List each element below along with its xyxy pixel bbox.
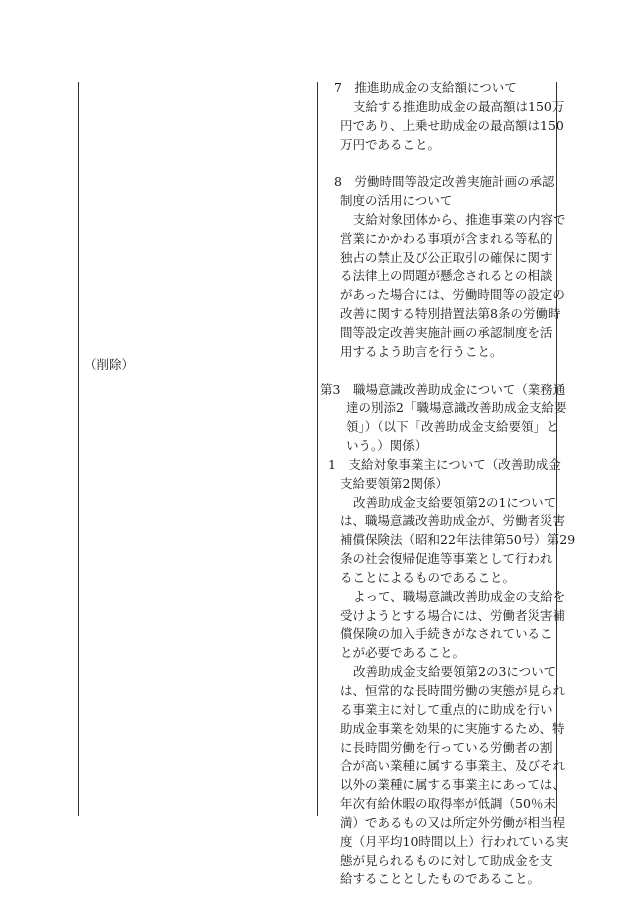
section3-line: 改善助成金支給要領第2の1について xyxy=(353,494,557,510)
section3-block xyxy=(320,381,576,890)
item8-line: 8 労働時間等設定改善実施計画の承認 xyxy=(334,174,555,190)
section3-line: 態が見られるものに対して助成金を支 xyxy=(340,852,553,868)
section3-line: ることによるものであること。 xyxy=(340,569,516,585)
section3-line: は、職場意識改善助成金が、労働者災害 xyxy=(340,513,566,529)
section3-line: 満）であるもの又は所定外労働が相当程 xyxy=(340,814,566,830)
section3-line: とが必要であること。 xyxy=(340,645,466,661)
section3-line: 1 支給対象事業主について（改善助成金 xyxy=(328,456,561,472)
section3-line: 助成金事業を効果的に実施するため、特 xyxy=(340,720,565,736)
section3-line: 合が高い業種に属する事業主、及びそれ xyxy=(340,758,566,774)
section3-line: 度（月平均10時間以上）行われている実 xyxy=(340,833,569,849)
section3-line: は、恒常的な長時間労働の実態が見られ xyxy=(340,683,566,698)
item8-line: 支給対象団体から、推進事業の内容で xyxy=(353,211,566,227)
block-gap xyxy=(320,362,552,381)
section3-line: よって、職場意識改善助成金の支給を xyxy=(353,588,566,604)
item8-line: 用するよう助言を行うこと。 xyxy=(340,343,503,359)
section3-line: 補償保険法（昭和22年法律第50号）第29 xyxy=(340,532,576,548)
item7-line: 支給する推進助成金の最高額は150万 xyxy=(353,98,565,114)
section3-line: 年次有給休暇の取得率が低調（50％未 xyxy=(340,796,556,812)
section3-line: る事業主に対して重点的に助成を行い xyxy=(340,701,553,717)
section3-line: 第3 職場意識改善助成金について（業務通 xyxy=(320,381,566,397)
item7-line: 円であり、上乗せ助成金の最高額は150 xyxy=(340,117,564,133)
section3-line: いう。）関係） xyxy=(346,438,428,454)
section3-line: 給することとしたものであること。 xyxy=(340,871,541,887)
item7-line: 万円であること。 xyxy=(340,136,441,152)
section3-line: 償保険の加入手続きがなされているこ xyxy=(340,626,553,642)
block-gap xyxy=(320,154,552,173)
left-column-text: （削除） xyxy=(84,357,135,372)
section3-line: 以外の業種に属する事業主にあっては、 xyxy=(340,777,565,793)
item8-line: 改善に関する特別措置法第8条の労働時 xyxy=(340,306,561,322)
section3-line: 達の別添2「職場意識改善助成金支給要 xyxy=(346,400,567,416)
item7-line: 7 推進助成金の支給額について xyxy=(334,80,517,95)
item8-line: 独占の禁止及び公正取引の確保に関す xyxy=(340,249,553,265)
table-left-border xyxy=(78,82,79,816)
table-right-border xyxy=(556,82,557,816)
item8-line: る法律上の問題が懸念されるとの相談 xyxy=(340,268,553,284)
section3-line: 支給要領第2関係） xyxy=(340,475,448,491)
right-column xyxy=(320,79,576,889)
table-column-divider xyxy=(317,82,318,816)
section3-line: に長時間労働を行っている労働者の割 xyxy=(340,739,553,755)
section3-line: 条の社会復帰促進等事業として行われ xyxy=(340,551,553,567)
section3-line: 領」）（以下「改善助成金支給要領」と xyxy=(346,419,559,435)
section3-line: 改善助成金支給要領第2の3について xyxy=(353,664,557,680)
item8-block xyxy=(320,173,566,361)
item7-block xyxy=(320,79,565,154)
item8-line: 制度の活用について xyxy=(340,193,453,209)
section3-line: 受けようとする場合には、労働者災害補 xyxy=(340,607,566,623)
item8-line: があった場合には、労働時間等の設定の xyxy=(340,287,565,303)
item8-line: 営業にかかわる事項が含まれる等私的 xyxy=(340,230,553,246)
item8-line: 間等設定改善実施計画の承認制度を活 xyxy=(340,324,553,340)
